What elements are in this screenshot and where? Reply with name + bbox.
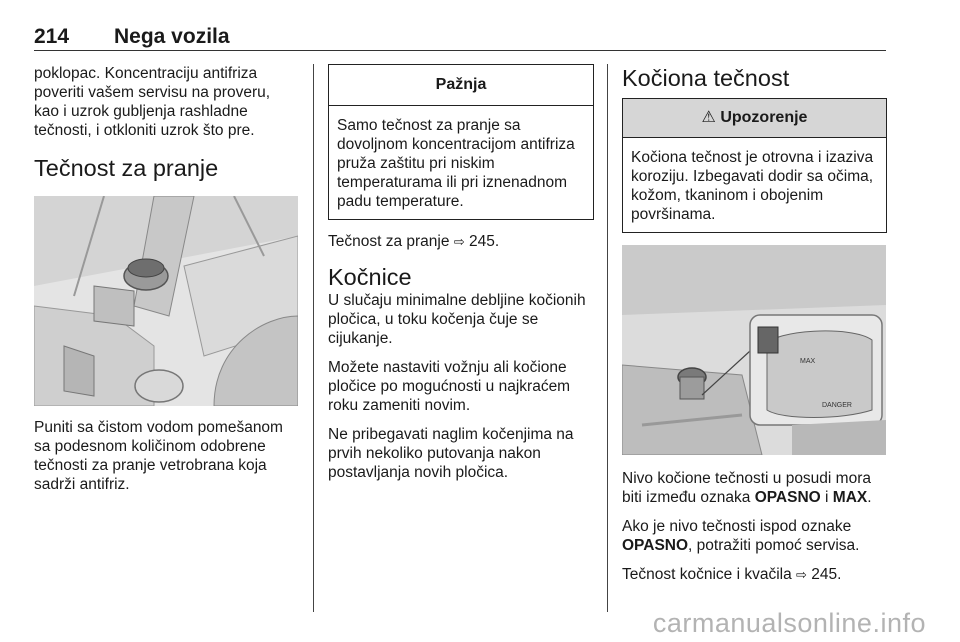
washer-fluid-caption: Puniti sa čistom vodom pomešanom sa podesnom količinom odobrene tečnosti za pranje vetrobrana koja sadrži antifriz. xyxy=(34,419,283,493)
brake-fluid-reference xyxy=(622,565,887,584)
page-header xyxy=(34,25,886,51)
p1-text-start: Nivo kočione tečnosti u posudi mora biti između oznaka xyxy=(622,470,871,506)
danger-mark-label: DANGER xyxy=(822,402,852,409)
washer-reservoir-illustration xyxy=(34,196,298,406)
page-reference-icon: ⇨ xyxy=(796,567,807,582)
column-divider-2 xyxy=(607,64,608,612)
reference-text: Tečnost kočnice i kvačila xyxy=(622,566,792,583)
warning-title: Upozorenje xyxy=(720,109,808,126)
chapter-title: Nega vozila xyxy=(114,25,230,48)
brake-fluid-paragraph-2 xyxy=(622,517,887,555)
brake-fluid-reservoir-illustration xyxy=(622,245,886,455)
brakes-paragraph-3: Ne pribegavati naglim kočenjima na prvih nekoliko putovanja nakon postavljanja novih pločica. xyxy=(328,426,574,481)
column-right xyxy=(622,64,887,594)
notice-box xyxy=(328,64,594,220)
washer-fluid-reference xyxy=(328,232,594,251)
page-number: 214 xyxy=(34,25,70,48)
notice-text: Samo tečnost za pranje sa dovoljnom koncentracijom antifriza pruža zaštitu pri niskim temperaturama ili pri iznenadnom padu temperature. xyxy=(337,117,575,210)
reference-page: 245. xyxy=(811,566,842,583)
page-reference-icon: ⇨ xyxy=(453,234,465,249)
reference-page: 245. xyxy=(469,233,500,250)
brakes-paragraph-1: U slučaju minimalne debljine kočionih pločica, u toku kočenja čuje se cijukanje. xyxy=(328,292,586,347)
watermark: carmanualsonline.info xyxy=(652,608,926,638)
brakes-paragraph-2: Možete nastaviti vožnju ali kočione pločice po mogućnosti u najkraćem roku zameniti novim. xyxy=(328,359,571,414)
max-mark-label: MAX xyxy=(800,358,816,365)
p2-text-start: Ako je nivo tečnosti ispod oznake xyxy=(622,518,852,535)
p1-mark-max: MAX xyxy=(832,489,868,506)
section-heading-brakes: Kočnice xyxy=(328,264,412,290)
column-middle xyxy=(328,64,594,492)
column-divider-1 xyxy=(313,64,314,612)
p1-text-and: i xyxy=(820,489,833,506)
column-left xyxy=(34,64,299,504)
p1-mark-danger: OPASNO xyxy=(754,489,821,506)
intro-paragraph: poklopac. Koncentraciju antifriza poveriti vašem servisu na proveru, kao i uzrok gubljenja rashladne tečnosti, i otkloniti uzrok što pre. xyxy=(34,65,271,139)
warning-box xyxy=(622,98,887,233)
reference-text: Tečnost za pranje xyxy=(328,233,450,250)
p2-mark-danger: OPASNO xyxy=(622,537,689,554)
header-divider xyxy=(34,50,886,51)
warning-text: Kočiona tečnost je otrovna i izaziva koroziju. Izbegavati dodir sa očima, kožom, tkaninom i obojenim površinama. xyxy=(631,149,874,223)
brake-fluid-paragraph-1 xyxy=(622,469,887,507)
p2-text-end: , potražiti pomoć servisa. xyxy=(688,537,860,554)
section-heading-washer-fluid: Tečnost za pranje xyxy=(34,155,219,181)
warning-icon: ⚠ xyxy=(701,109,716,126)
section-heading-brake-fluid: Kočiona tečnost xyxy=(622,65,790,91)
p1-text-end: . xyxy=(867,489,872,506)
notice-title: Pažnja xyxy=(329,65,593,106)
warning-header xyxy=(623,99,886,138)
